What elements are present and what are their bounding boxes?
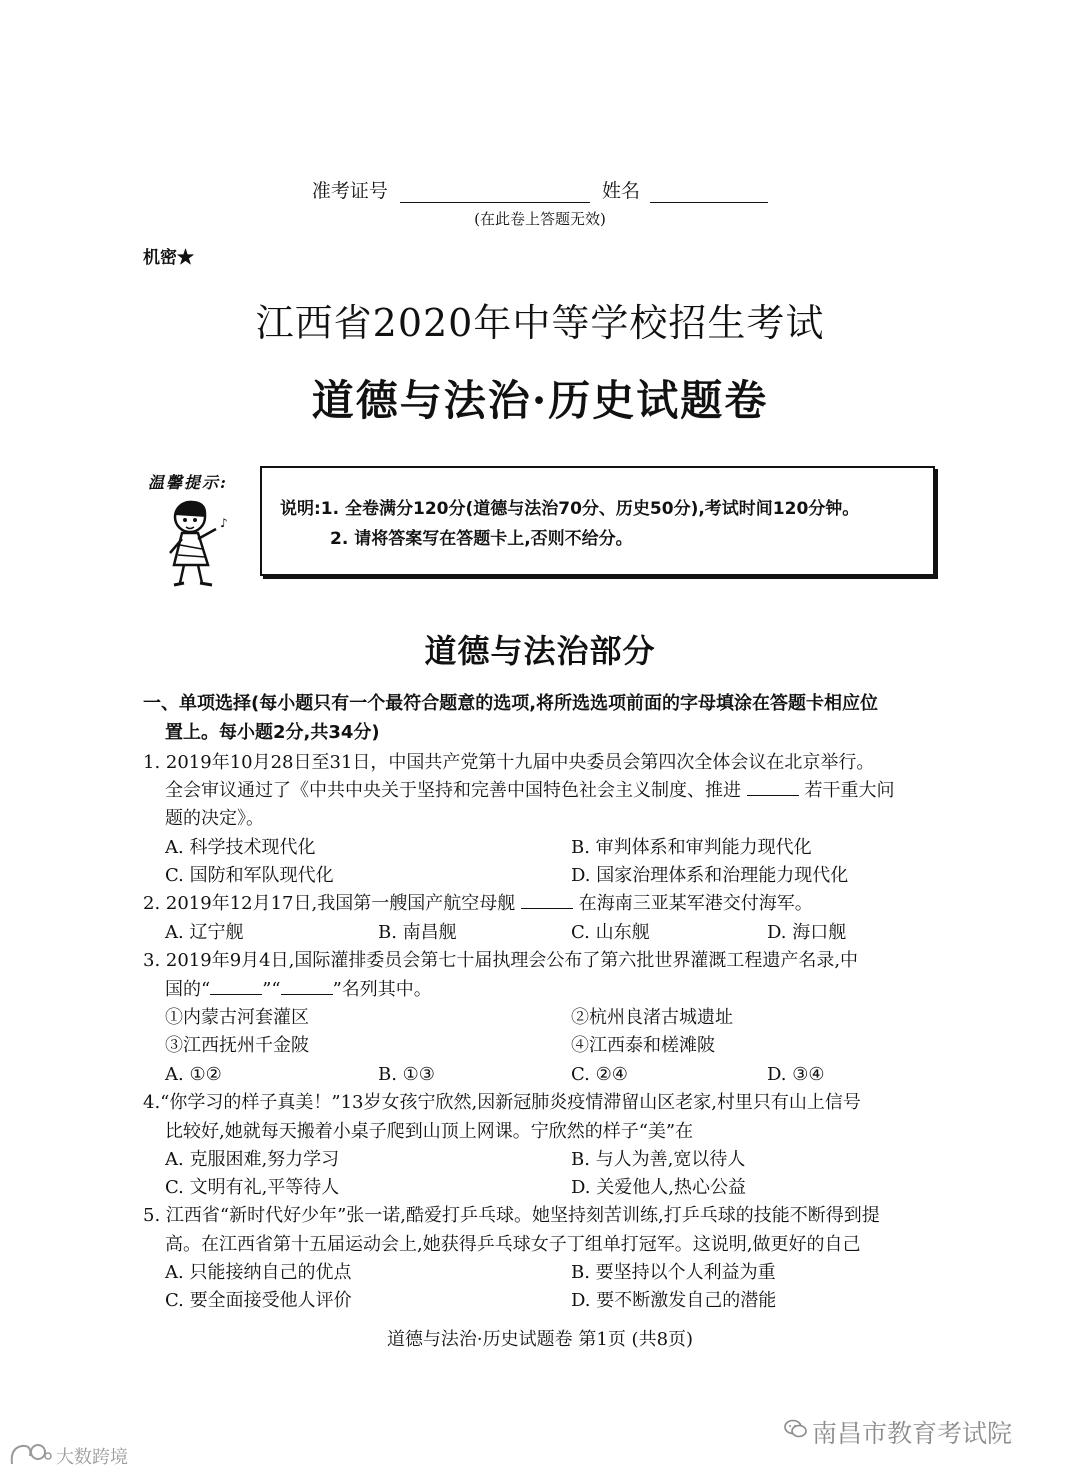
q4-option-d: D. 关爱他人,热心公益	[571, 1177, 746, 1198]
section-title: 道德与法治部分	[424, 632, 656, 670]
q3-item-2: ②杭州良渚古城遗址	[571, 1007, 733, 1028]
svg-text:♪: ♪	[220, 516, 228, 530]
name-label: 姓名	[602, 180, 641, 202]
q1-fill-blank	[747, 782, 799, 796]
q4-stem-line-2: 比较好,她就每天搬着小桌子爬到山顶上网课。宁欣然的样子“美”在	[165, 1121, 694, 1142]
admission-number-label: 准考证号	[311, 180, 388, 202]
q3-stem-part-c: ”名列其中。	[332, 979, 432, 1000]
q3-option-d: D. ③④	[767, 1064, 825, 1085]
q3-option-c: C. ②④	[571, 1064, 628, 1085]
q3-option-b: B. ①③	[378, 1064, 435, 1085]
q1-option-d: D. 国家治理体系和治理能力现代化	[571, 865, 849, 886]
q1-stem-part-b: 若干重大问	[804, 780, 895, 801]
q5-option-b: B. 要坚持以个人利益为重	[571, 1262, 776, 1283]
girl-cartoon-icon	[150, 493, 250, 593]
q1-stem-part-a: 全会审议通过了《中共中央关于坚持和完善中国特色社会主义制度、推进	[165, 780, 741, 801]
admission-name-row	[0, 176, 1080, 203]
tips-label: 温馨提示:	[148, 473, 228, 492]
q3-item-4: ④江西泰和槎滩陂	[571, 1035, 715, 1056]
wechat-icon	[784, 1418, 808, 1440]
q3-stem-line-2	[165, 979, 432, 1001]
q2-option-c: C. 山东舰	[571, 922, 650, 943]
q2-fill-blank	[521, 895, 573, 909]
brand-logo-icon	[8, 1440, 52, 1468]
q2-option-b: B. 南昌舰	[378, 922, 457, 943]
tips-line-1: 说明:1. 全卷满分120分(道德与法治70分、历史50分),考试时间120分钟。	[280, 499, 860, 519]
answer-invalid-note: (在此卷上答题无效)	[474, 210, 606, 228]
q3-stem-part-b: ”“	[262, 979, 281, 1000]
q2-stem-part-a: 2. 2019年12月17日,我国第一艘国产航空母舰	[143, 893, 516, 914]
q2-stem-part-b: 在海南三亚某军港交付海军。	[578, 893, 813, 914]
paper-title: 道德与法治·历史试题卷	[311, 376, 769, 425]
q5-stem-line-1: 5. 江西省“新时代好少年”张一诺,酷爱打乒乓球。她坚持刻苦训练,打乒乓球的技能不断得到提	[143, 1205, 880, 1226]
q3-fill-blank-1	[210, 981, 262, 995]
instructions-line-1: 一、单项选择(每小题只有一个最符合题意的选项,将所选选项前面的字母填涂在答题卡相应位	[143, 693, 879, 714]
page-footer: 道德与法治·历史试题卷 第1页 (共8页)	[386, 1329, 694, 1350]
q3-fill-blank-2	[281, 981, 333, 995]
q3-item-3: ③江西抚州千金陂	[165, 1035, 309, 1056]
q1-option-b: B. 审判体系和审判能力现代化	[571, 837, 812, 858]
q4-option-b: B. 与人为善,宽以待人	[571, 1149, 746, 1170]
q1-option-a: A. 科学技术现代化	[165, 837, 316, 858]
q5-option-d: D. 要不断激发自己的潜能	[571, 1290, 777, 1311]
tips-line-2: 2. 请将答案写在答题卡上,否则不给分。	[330, 529, 633, 549]
confidential-mark: 机密★	[143, 248, 194, 268]
watermark-left: 大数跨境	[56, 1447, 128, 1468]
exam-title: 江西省2020年中等学校招生考试	[255, 301, 825, 345]
q4-option-c: C. 文明有礼,平等待人	[165, 1177, 340, 1198]
q3-option-a: A. ①②	[165, 1064, 222, 1085]
instructions-line-2: 置上。每小题2分,共34分)	[165, 722, 380, 743]
q3-item-1: ①内蒙古河套灌区	[165, 1007, 309, 1028]
name-blank	[650, 183, 768, 203]
q3-stem-line-1: 3. 2019年9月4日,国际灌排委员会第七十届执理会公布了第六批世界灌溉工程遗产名录,中	[143, 950, 859, 971]
q1-stem-line-2	[165, 780, 894, 802]
q4-option-a: A. 克服困难,努力学习	[165, 1149, 340, 1170]
q5-option-a: A. 只能接纳自己的优点	[165, 1262, 352, 1283]
q1-option-c: C. 国防和军队现代化	[165, 865, 334, 886]
q5-option-c: C. 要全面接受他人评价	[165, 1290, 352, 1311]
q4-stem-line-1: 4.“你学习的样子真美！”13岁女孩宁欣然,因新冠肺炎疫情滞留山区老家,村里只有山上信号	[143, 1092, 861, 1113]
q2-stem	[143, 893, 813, 915]
watermark-right: 南昌市教育考试院	[812, 1419, 1013, 1448]
q2-option-d: D. 海口舰	[767, 922, 847, 943]
q1-stem-line-1: 1. 2019年10月28日至31日，中国共产党第十九届中央委员会第四次全体会议在北京举行。	[143, 752, 875, 773]
q3-stem-part-a: 国的“	[165, 979, 211, 1000]
q5-stem-line-2: 高。在江西省第十五届运动会上,她获得乒乓球女子丁组单打冠军。这说明,做更好的自己	[165, 1234, 861, 1255]
tips-box	[260, 466, 935, 576]
q2-option-a: A. 辽宁舰	[165, 922, 244, 943]
admission-number-blank	[400, 183, 590, 203]
q1-stem-line-3: 题的决定》。	[165, 808, 264, 829]
